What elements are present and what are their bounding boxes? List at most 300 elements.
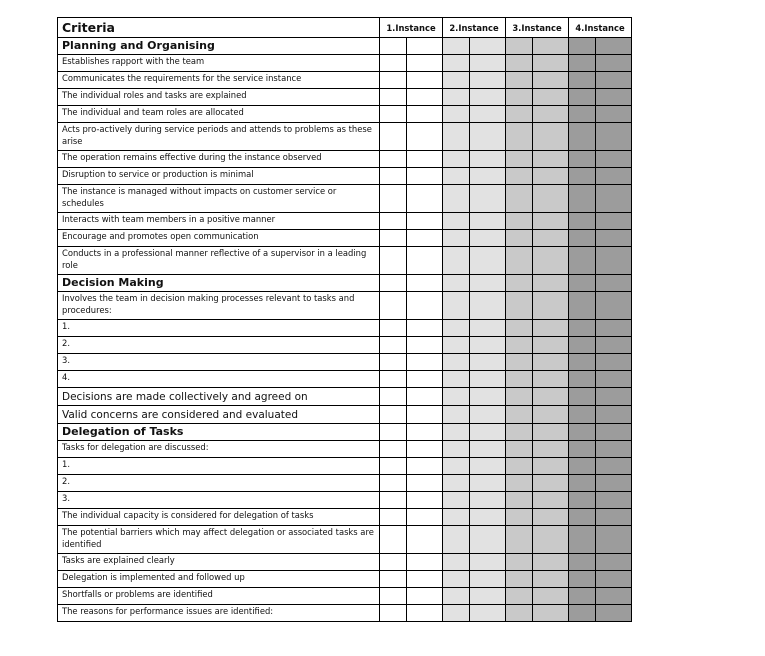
instance-4-checkbox-cell[interactable] — [569, 106, 596, 123]
instance-4-checkbox-cell[interactable] — [569, 337, 596, 354]
instance-1-checkbox-cell[interactable] — [380, 106, 407, 123]
section-row — [58, 424, 632, 441]
instance-2-checkbox-cell[interactable] — [443, 388, 470, 406]
instance-3-checkbox-cell[interactable] — [533, 526, 569, 554]
instance-4-checkbox-cell[interactable] — [569, 55, 596, 72]
instance-1-checkbox-cell[interactable] — [380, 458, 407, 475]
instance-3-header: 3.Instance — [506, 18, 569, 38]
instance-2-checkbox-cell[interactable] — [470, 123, 506, 151]
instance-1-checkbox-cell[interactable] — [407, 185, 443, 213]
instance-1-checkbox-cell[interactable] — [380, 89, 407, 106]
instance-4-checkbox-cell[interactable] — [596, 123, 632, 151]
instance-2-checkbox-cell[interactable] — [443, 185, 470, 213]
instance-3-checkbox-cell[interactable] — [533, 55, 569, 72]
instance-4-checkbox-cell[interactable] — [596, 337, 632, 354]
instance-3-checkbox-cell[interactable] — [506, 151, 533, 168]
instance-3-checkbox-cell[interactable] — [533, 354, 569, 371]
instance-2-checkbox-cell[interactable] — [470, 475, 506, 492]
instance-2-checkbox-cell[interactable] — [470, 354, 506, 371]
criteria-text: Interacts with team members in a positive manner — [58, 213, 380, 230]
instance-1-checkbox-cell[interactable] — [380, 337, 407, 354]
criteria-text: Communicates the requirements for the service instance — [58, 72, 380, 89]
instance-2-checkbox-cell[interactable] — [443, 337, 470, 354]
instance-1-checkbox-cell[interactable] — [407, 106, 443, 123]
criteria-text: Conducts in a professional manner reflective of a supervisor in a leading role — [58, 247, 380, 275]
criteria-text: Delegation is implemented and followed up — [58, 571, 380, 588]
instance-3-checkbox-cell[interactable] — [533, 588, 569, 605]
instance-1-checkbox-cell[interactable] — [407, 388, 443, 406]
instance-2-header: 2.Instance — [443, 18, 506, 38]
instance-2-checkbox-cell[interactable] — [443, 275, 470, 292]
criteria-row — [58, 406, 632, 424]
instance-2-checkbox-cell[interactable] — [470, 320, 506, 337]
instance-1-checkbox-cell[interactable] — [380, 605, 407, 622]
instance-2-checkbox-cell[interactable] — [443, 38, 470, 55]
instance-4-checkbox-cell[interactable] — [569, 123, 596, 151]
criteria-row — [58, 526, 632, 554]
instance-1-checkbox-cell[interactable] — [380, 247, 407, 275]
instance-3-checkbox-cell[interactable] — [533, 72, 569, 89]
instance-4-checkbox-cell[interactable] — [569, 72, 596, 89]
instance-4-checkbox-cell[interactable] — [596, 388, 632, 406]
instance-2-checkbox-cell[interactable] — [470, 168, 506, 185]
instance-1-checkbox-cell[interactable] — [380, 230, 407, 247]
criteria-row — [58, 89, 632, 106]
instance-3-checkbox-cell[interactable] — [506, 492, 533, 509]
instance-3-checkbox-cell[interactable] — [506, 475, 533, 492]
instance-1-checkbox-cell[interactable] — [407, 458, 443, 475]
criteria-row — [58, 605, 632, 622]
instance-4-checkbox-cell[interactable] — [569, 230, 596, 247]
instance-3-checkbox-cell[interactable] — [533, 123, 569, 151]
instance-1-checkbox-cell[interactable] — [380, 388, 407, 406]
instance-1-checkbox-cell[interactable] — [407, 72, 443, 89]
instance-3-checkbox-cell[interactable] — [506, 275, 533, 292]
criteria-text: Tasks for delegation are discussed: — [58, 441, 380, 458]
criteria-row — [58, 475, 632, 492]
criteria-text: 4. — [58, 371, 380, 388]
instance-4-checkbox-cell[interactable] — [596, 89, 632, 106]
instance-1-checkbox-cell[interactable] — [380, 441, 407, 458]
instance-1-checkbox-cell[interactable] — [380, 371, 407, 388]
instance-3-checkbox-cell[interactable] — [533, 424, 569, 441]
instance-2-checkbox-cell[interactable] — [470, 89, 506, 106]
instance-4-checkbox-cell[interactable] — [596, 72, 632, 89]
criteria-text: Disruption to service or production is minimal — [58, 168, 380, 185]
instance-4-checkbox-cell[interactable] — [569, 554, 596, 571]
instance-2-checkbox-cell[interactable] — [470, 55, 506, 72]
instance-3-checkbox-cell[interactable] — [533, 406, 569, 424]
criteria-row — [58, 320, 632, 337]
criteria-row — [58, 388, 632, 406]
instance-2-checkbox-cell[interactable] — [470, 441, 506, 458]
instance-2-checkbox-cell[interactable] — [443, 89, 470, 106]
instance-3-checkbox-cell[interactable] — [506, 605, 533, 622]
instance-1-checkbox-cell[interactable] — [407, 320, 443, 337]
instance-1-checkbox-cell[interactable] — [380, 554, 407, 571]
instance-2-checkbox-cell[interactable] — [443, 509, 470, 526]
instance-3-checkbox-cell[interactable] — [506, 371, 533, 388]
instance-3-checkbox-cell[interactable] — [533, 213, 569, 230]
instance-4-checkbox-cell[interactable] — [596, 588, 632, 605]
instance-4-checkbox-cell[interactable] — [569, 89, 596, 106]
criteria-row — [58, 509, 632, 526]
instance-3-checkbox-cell[interactable] — [506, 337, 533, 354]
instance-1-checkbox-cell[interactable] — [380, 213, 407, 230]
instance-1-checkbox-cell[interactable] — [407, 509, 443, 526]
instance-1-checkbox-cell[interactable] — [380, 168, 407, 185]
instance-1-checkbox-cell[interactable] — [380, 492, 407, 509]
instance-2-checkbox-cell[interactable] — [443, 247, 470, 275]
instance-2-checkbox-cell[interactable] — [443, 458, 470, 475]
instance-1-checkbox-cell[interactable] — [380, 571, 407, 588]
instance-1-checkbox-cell[interactable] — [407, 151, 443, 168]
instance-3-checkbox-cell[interactable] — [533, 168, 569, 185]
instance-4-checkbox-cell[interactable] — [596, 554, 632, 571]
instance-1-checkbox-cell[interactable] — [380, 406, 407, 424]
instance-4-checkbox-cell[interactable] — [569, 371, 596, 388]
instance-4-checkbox-cell[interactable] — [596, 526, 632, 554]
criteria-text: 2. — [58, 337, 380, 354]
instance-2-checkbox-cell[interactable] — [443, 441, 470, 458]
instance-1-checkbox-cell[interactable] — [407, 230, 443, 247]
instance-2-checkbox-cell[interactable] — [470, 230, 506, 247]
instance-2-checkbox-cell[interactable] — [470, 185, 506, 213]
instance-2-checkbox-cell[interactable] — [470, 72, 506, 89]
instance-3-checkbox-cell[interactable] — [506, 55, 533, 72]
instance-2-checkbox-cell[interactable] — [443, 123, 470, 151]
instance-1-checkbox-cell[interactable] — [380, 292, 407, 320]
instance-2-checkbox-cell[interactable] — [470, 554, 506, 571]
instance-4-checkbox-cell[interactable] — [596, 458, 632, 475]
criteria-text: The potential barriers which may affect delegation or associated tasks are identified — [58, 526, 380, 554]
instance-1-checkbox-cell[interactable] — [407, 571, 443, 588]
section-title: Delegation of Tasks — [58, 424, 380, 441]
instance-1-checkbox-cell[interactable] — [380, 475, 407, 492]
instance-4-checkbox-cell[interactable] — [596, 509, 632, 526]
instance-4-checkbox-cell[interactable] — [569, 509, 596, 526]
criteria-text: The individual and team roles are allocated — [58, 106, 380, 123]
criteria-text: The individual capacity is considered for delegation of tasks — [58, 509, 380, 526]
instance-4-checkbox-cell[interactable] — [569, 441, 596, 458]
instance-2-checkbox-cell[interactable] — [470, 275, 506, 292]
instance-2-checkbox-cell[interactable] — [470, 509, 506, 526]
instance-4-checkbox-cell[interactable] — [569, 275, 596, 292]
instance-3-checkbox-cell[interactable] — [506, 38, 533, 55]
instance-2-checkbox-cell[interactable] — [470, 424, 506, 441]
criteria-row — [58, 230, 632, 247]
instance-3-checkbox-cell[interactable] — [506, 168, 533, 185]
criteria-row — [58, 151, 632, 168]
instance-1-checkbox-cell[interactable] — [407, 38, 443, 55]
instance-1-checkbox-cell[interactable] — [380, 151, 407, 168]
instance-4-checkbox-cell[interactable] — [569, 354, 596, 371]
instance-4-checkbox-cell[interactable] — [596, 406, 632, 424]
instance-4-checkbox-cell[interactable] — [569, 213, 596, 230]
instance-4-checkbox-cell[interactable] — [569, 526, 596, 554]
instance-2-checkbox-cell[interactable] — [443, 605, 470, 622]
instance-3-checkbox-cell[interactable] — [533, 89, 569, 106]
instance-4-checkbox-cell[interactable] — [596, 213, 632, 230]
instance-3-checkbox-cell[interactable] — [506, 588, 533, 605]
instance-3-checkbox-cell[interactable] — [533, 185, 569, 213]
instance-2-checkbox-cell[interactable] — [470, 106, 506, 123]
instance-2-checkbox-cell[interactable] — [470, 371, 506, 388]
instance-2-checkbox-cell[interactable] — [470, 571, 506, 588]
instance-3-checkbox-cell[interactable] — [506, 424, 533, 441]
instance-3-checkbox-cell[interactable] — [533, 475, 569, 492]
instance-4-checkbox-cell[interactable] — [596, 106, 632, 123]
criteria-row — [58, 213, 632, 230]
instance-2-checkbox-cell[interactable] — [443, 554, 470, 571]
criteria-row — [58, 441, 632, 458]
instance-1-checkbox-cell[interactable] — [407, 424, 443, 441]
criteria-text: The reasons for performance issues are identified: — [58, 605, 380, 622]
criteria-text: Acts pro-actively during service periods and attends to problems as these arise — [58, 123, 380, 151]
instance-2-checkbox-cell[interactable] — [443, 168, 470, 185]
instance-4-checkbox-cell[interactable] — [596, 492, 632, 509]
instance-3-checkbox-cell[interactable] — [506, 526, 533, 554]
instance-4-checkbox-cell[interactable] — [569, 424, 596, 441]
instance-1-checkbox-cell[interactable] — [407, 123, 443, 151]
instance-3-checkbox-cell[interactable] — [533, 292, 569, 320]
instance-3-checkbox-cell[interactable] — [533, 441, 569, 458]
instance-3-checkbox-cell[interactable] — [506, 441, 533, 458]
instance-2-checkbox-cell[interactable] — [470, 588, 506, 605]
instance-2-checkbox-cell[interactable] — [443, 320, 470, 337]
criteria-row — [58, 571, 632, 588]
instance-4-checkbox-cell[interactable] — [596, 247, 632, 275]
instance-4-checkbox-cell[interactable] — [596, 151, 632, 168]
instance-1-checkbox-cell[interactable] — [407, 337, 443, 354]
instance-1-checkbox-cell[interactable] — [380, 275, 407, 292]
criteria-row — [58, 168, 632, 185]
instance-3-checkbox-cell[interactable] — [533, 337, 569, 354]
instance-1-checkbox-cell[interactable] — [407, 168, 443, 185]
instance-3-checkbox-cell[interactable] — [533, 151, 569, 168]
instance-3-checkbox-cell[interactable] — [533, 106, 569, 123]
criteria-text: Valid concerns are considered and evaluated — [58, 406, 380, 424]
instance-2-checkbox-cell[interactable] — [470, 151, 506, 168]
instance-3-checkbox-cell[interactable] — [533, 458, 569, 475]
instance-2-checkbox-cell[interactable] — [443, 475, 470, 492]
instance-2-checkbox-cell[interactable] — [443, 526, 470, 554]
instance-4-checkbox-cell[interactable] — [596, 275, 632, 292]
criteria-text: The individual roles and tasks are explained — [58, 89, 380, 106]
instance-2-checkbox-cell[interactable] — [443, 424, 470, 441]
instance-4-checkbox-cell[interactable] — [569, 492, 596, 509]
instance-2-checkbox-cell[interactable] — [443, 371, 470, 388]
instance-3-checkbox-cell[interactable] — [506, 213, 533, 230]
instance-2-checkbox-cell[interactable] — [443, 492, 470, 509]
instance-1-checkbox-cell[interactable] — [380, 185, 407, 213]
section-title: Decision Making — [58, 275, 380, 292]
criteria-row — [58, 492, 632, 509]
instance-4-checkbox-cell[interactable] — [569, 247, 596, 275]
instance-1-checkbox-cell[interactable] — [407, 526, 443, 554]
instance-4-checkbox-cell[interactable] — [569, 168, 596, 185]
instance-3-checkbox-cell[interactable] — [506, 554, 533, 571]
instance-3-checkbox-cell[interactable] — [506, 292, 533, 320]
instance-4-checkbox-cell[interactable] — [596, 320, 632, 337]
instance-2-checkbox-cell[interactable] — [470, 458, 506, 475]
instance-3-checkbox-cell[interactable] — [506, 406, 533, 424]
instance-3-checkbox-cell[interactable] — [506, 509, 533, 526]
instance-3-checkbox-cell[interactable] — [533, 605, 569, 622]
criteria-row — [58, 247, 632, 275]
instance-3-checkbox-cell[interactable] — [506, 247, 533, 275]
instance-1-checkbox-cell[interactable] — [407, 89, 443, 106]
criteria-text: Establishes rapport with the team — [58, 55, 380, 72]
instance-3-checkbox-cell[interactable] — [506, 185, 533, 213]
instance-1-checkbox-cell[interactable] — [407, 475, 443, 492]
instance-4-checkbox-cell[interactable] — [569, 458, 596, 475]
instance-1-checkbox-cell[interactable] — [407, 406, 443, 424]
instance-3-checkbox-cell[interactable] — [506, 320, 533, 337]
instance-2-checkbox-cell[interactable] — [470, 526, 506, 554]
instance-1-checkbox-cell[interactable] — [380, 526, 407, 554]
instance-2-checkbox-cell[interactable] — [470, 38, 506, 55]
criteria-text: Involves the team in decision making processes relevant to tasks and procedures: — [58, 292, 380, 320]
instance-3-checkbox-cell[interactable] — [533, 571, 569, 588]
instance-2-checkbox-cell[interactable] — [470, 247, 506, 275]
criteria-row — [58, 185, 632, 213]
instance-1-checkbox-cell[interactable] — [380, 55, 407, 72]
instance-4-checkbox-cell[interactable] — [596, 605, 632, 622]
criteria-text: Encourage and promotes open communication — [58, 230, 380, 247]
instance-4-checkbox-cell[interactable] — [596, 230, 632, 247]
instance-4-checkbox-cell[interactable] — [569, 292, 596, 320]
instance-1-checkbox-cell[interactable] — [407, 354, 443, 371]
instance-2-checkbox-cell[interactable] — [470, 213, 506, 230]
instance-2-checkbox-cell[interactable] — [470, 605, 506, 622]
instance-1-checkbox-cell[interactable] — [407, 55, 443, 72]
instance-4-checkbox-cell[interactable] — [596, 38, 632, 55]
instance-1-checkbox-cell[interactable] — [380, 123, 407, 151]
instance-3-checkbox-cell[interactable] — [533, 554, 569, 571]
assessment-checklist-table — [57, 17, 632, 622]
instance-3-checkbox-cell[interactable] — [506, 123, 533, 151]
instance-1-checkbox-cell[interactable] — [407, 371, 443, 388]
instance-3-checkbox-cell[interactable] — [533, 388, 569, 406]
instance-1-checkbox-cell[interactable] — [407, 588, 443, 605]
instance-4-checkbox-cell[interactable] — [596, 354, 632, 371]
instance-1-checkbox-cell[interactable] — [407, 275, 443, 292]
instance-2-checkbox-cell[interactable] — [443, 588, 470, 605]
instance-4-checkbox-cell[interactable] — [569, 475, 596, 492]
instance-2-checkbox-cell[interactable] — [443, 151, 470, 168]
instance-4-checkbox-cell[interactable] — [569, 38, 596, 55]
criteria-row — [58, 354, 632, 371]
instance-2-checkbox-cell[interactable] — [470, 292, 506, 320]
instance-1-checkbox-cell[interactable] — [407, 605, 443, 622]
instance-3-checkbox-cell[interactable] — [506, 72, 533, 89]
instance-3-checkbox-cell[interactable] — [533, 247, 569, 275]
instance-3-checkbox-cell[interactable] — [506, 458, 533, 475]
criteria-text: 1. — [58, 458, 380, 475]
instance-2-checkbox-cell[interactable] — [443, 213, 470, 230]
instance-1-checkbox-cell[interactable] — [407, 292, 443, 320]
instance-4-checkbox-cell[interactable] — [569, 320, 596, 337]
instance-1-checkbox-cell[interactable] — [407, 247, 443, 275]
instance-3-checkbox-cell[interactable] — [506, 106, 533, 123]
instance-2-checkbox-cell[interactable] — [443, 106, 470, 123]
instance-3-checkbox-cell[interactable] — [506, 388, 533, 406]
instance-1-checkbox-cell[interactable] — [380, 38, 407, 55]
criteria-row — [58, 371, 632, 388]
instance-2-checkbox-cell[interactable] — [443, 292, 470, 320]
instance-1-checkbox-cell[interactable] — [380, 588, 407, 605]
instance-4-checkbox-cell[interactable] — [596, 371, 632, 388]
section-row — [58, 275, 632, 292]
instance-3-checkbox-cell[interactable] — [533, 509, 569, 526]
instance-3-checkbox-cell[interactable] — [533, 275, 569, 292]
instance-3-checkbox-cell[interactable] — [533, 230, 569, 247]
instance-4-checkbox-cell[interactable] — [596, 441, 632, 458]
instance-2-checkbox-cell[interactable] — [443, 72, 470, 89]
instance-2-checkbox-cell[interactable] — [470, 406, 506, 424]
instance-3-checkbox-cell[interactable] — [506, 354, 533, 371]
instance-4-checkbox-cell[interactable] — [596, 185, 632, 213]
instance-1-checkbox-cell[interactable] — [407, 213, 443, 230]
instance-4-checkbox-cell[interactable] — [569, 571, 596, 588]
criteria-text: The instance is managed without impacts on customer service or schedules — [58, 185, 380, 213]
instance-4-checkbox-cell[interactable] — [596, 571, 632, 588]
instance-3-checkbox-cell[interactable] — [533, 320, 569, 337]
instance-2-checkbox-cell[interactable] — [443, 406, 470, 424]
instance-4-checkbox-cell[interactable] — [596, 55, 632, 72]
instance-4-checkbox-cell[interactable] — [569, 588, 596, 605]
instance-1-checkbox-cell[interactable] — [380, 424, 407, 441]
instance-1-checkbox-cell[interactable] — [407, 492, 443, 509]
instance-4-checkbox-cell[interactable] — [569, 605, 596, 622]
instance-1-checkbox-cell[interactable] — [380, 72, 407, 89]
instance-4-checkbox-cell[interactable] — [569, 406, 596, 424]
instance-2-checkbox-cell[interactable] — [470, 337, 506, 354]
instance-1-checkbox-cell[interactable] — [380, 354, 407, 371]
instance-2-checkbox-cell[interactable] — [443, 55, 470, 72]
instance-4-checkbox-cell[interactable] — [569, 185, 596, 213]
instance-4-checkbox-cell[interactable] — [596, 475, 632, 492]
instance-2-checkbox-cell[interactable] — [443, 354, 470, 371]
instance-2-checkbox-cell[interactable] — [443, 571, 470, 588]
instance-3-checkbox-cell[interactable] — [533, 492, 569, 509]
instance-3-checkbox-cell[interactable] — [506, 571, 533, 588]
criteria-text: Decisions are made collectively and agreed on — [58, 388, 380, 406]
instance-1-checkbox-cell[interactable] — [380, 509, 407, 526]
instance-1-checkbox-cell[interactable] — [407, 441, 443, 458]
instance-2-checkbox-cell[interactable] — [470, 492, 506, 509]
instance-4-checkbox-cell[interactable] — [569, 151, 596, 168]
instance-1-checkbox-cell[interactable] — [380, 320, 407, 337]
instance-3-checkbox-cell[interactable] — [506, 89, 533, 106]
criteria-text: The operation remains effective during the instance observed — [58, 151, 380, 168]
instance-2-checkbox-cell[interactable] — [443, 230, 470, 247]
instance-1-checkbox-cell[interactable] — [407, 554, 443, 571]
instance-1-header: 1.Instance — [380, 18, 443, 38]
criteria-header: Criteria — [58, 18, 380, 38]
instance-3-checkbox-cell[interactable] — [506, 230, 533, 247]
instance-2-checkbox-cell[interactable] — [470, 388, 506, 406]
instance-4-checkbox-cell[interactable] — [596, 424, 632, 441]
instance-4-checkbox-cell[interactable] — [596, 168, 632, 185]
instance-4-checkbox-cell[interactable] — [596, 292, 632, 320]
instance-3-checkbox-cell[interactable] — [533, 371, 569, 388]
criteria-text: Tasks are explained clearly — [58, 554, 380, 571]
instance-4-checkbox-cell[interactable] — [569, 388, 596, 406]
instance-3-checkbox-cell[interactable] — [533, 38, 569, 55]
criteria-row — [58, 55, 632, 72]
